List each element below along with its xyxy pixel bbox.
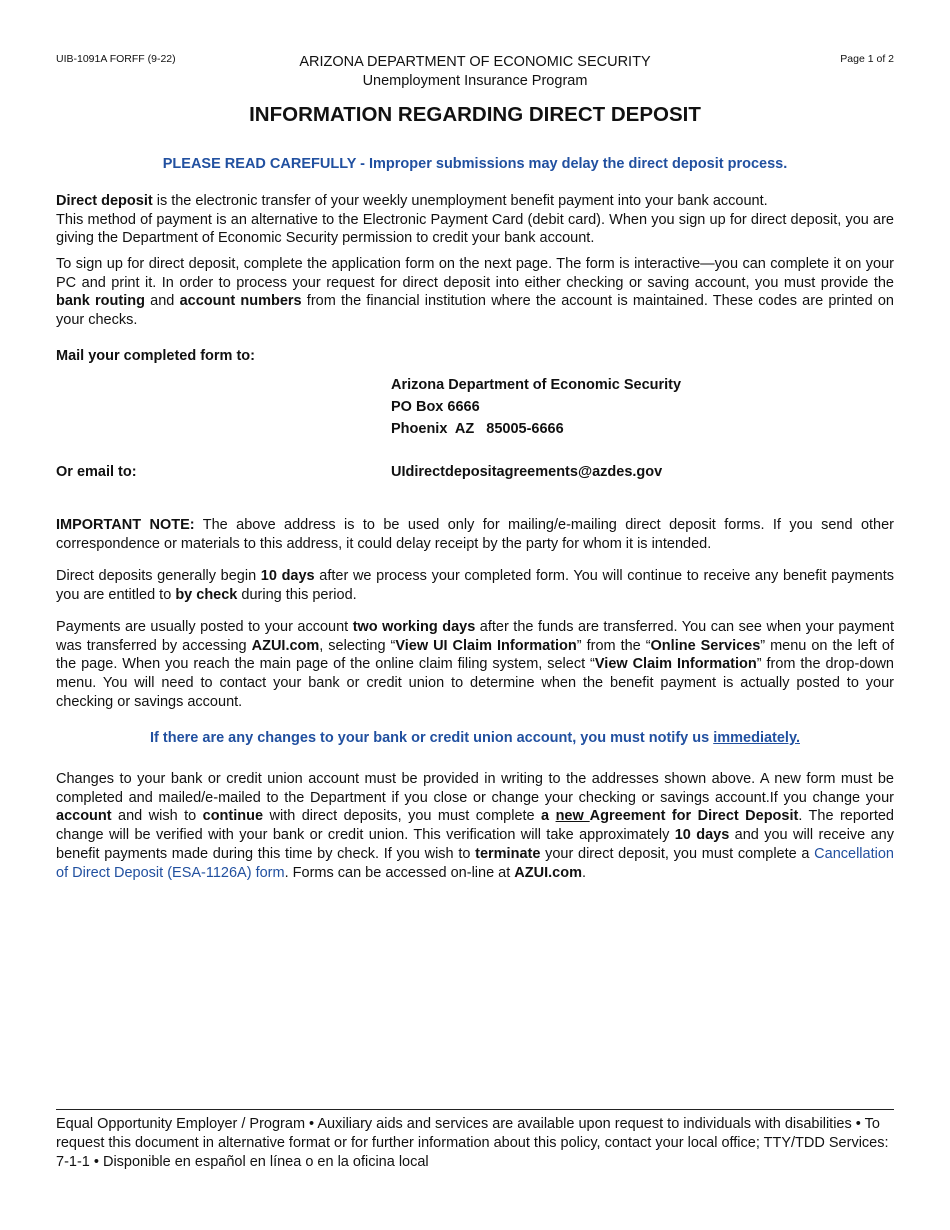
footer-divider <box>56 1109 894 1110</box>
paragraph-text: . Forms can be accessed on-line at <box>284 864 515 881</box>
paragraph-text: ” from the drop-down menu. You will need to contact your bank or credit union to determine when the benefit payment is actually posted to your checking or savings account. <box>56 656 894 710</box>
paragraph-text: from the financial institution where the account is maintained. These codes are printed on your checks. <box>56 293 894 329</box>
notify-alert <box>56 730 894 746</box>
bold-text: bank routing <box>56 293 145 310</box>
bold-underlined-text: new <box>555 808 590 825</box>
paragraph-text: This method of payment is an alternative to the Electronic Payment Card (debit card). When you sign up for direct deposit, you are giving the Department of Economic Security permission to credit your bank account. <box>56 211 894 247</box>
bold-text: View Claim Information <box>594 656 757 673</box>
address-line <box>391 418 681 440</box>
paragraph-important-note <box>56 516 894 553</box>
form-id: UIB-1091A FORFF (9-22) <box>56 53 176 65</box>
paragraph-direct-deposit-definition <box>56 192 894 248</box>
address-line: Arizona Department of Economic Security <box>391 377 682 393</box>
mail-label: Mail your completed form to: <box>56 348 255 364</box>
program-name: Unemployment Insurance Program <box>362 73 588 89</box>
bold-text: Direct deposit <box>56 193 153 209</box>
alert-text: If there are any changes to your bank or credit union account, you must notify us <box>150 730 714 746</box>
page-title: INFORMATION REGARDING DIRECT DEPOSIT <box>249 103 701 126</box>
paragraph-text: with direct deposits, you must complete <box>263 808 542 825</box>
agency-header <box>56 53 894 91</box>
document-page <box>56 0 894 1230</box>
bold-text: 10 days <box>260 568 315 584</box>
paragraph-text: ” from the “ <box>576 637 651 654</box>
bold-text: two working days <box>352 619 476 635</box>
paragraph-text: and <box>144 293 180 310</box>
paragraph-sign-up <box>56 255 894 330</box>
paragraph-text: your direct deposit, you must complete a <box>540 845 815 862</box>
paragraph-text: ” menu on the left of the page. When you reach the main page of the online claim filing system, select “ <box>56 637 895 673</box>
email-address[interactable]: UIdirectdepositagreements@azdes.gov <box>391 464 663 480</box>
bold-text: account numbers <box>179 293 302 310</box>
paragraph-text: Payments are usually posted to your account <box>56 619 353 635</box>
bold-text: 10 days <box>674 827 730 844</box>
paragraph-account-changes <box>56 770 894 882</box>
bold-text: AZUI.com <box>251 637 320 654</box>
paragraph-text: is the electronic transfer of your weekly unemployment benefit payment into your bank account. <box>152 193 768 209</box>
alert-emphasis: immediately. <box>713 730 800 746</box>
paragraph-text: after the funds are transferred. You can see when your payment was transferred by accessing <box>56 619 894 654</box>
bold-text: account <box>56 808 112 825</box>
bold-text: IMPORTANT NOTE: <box>56 517 195 533</box>
paragraph-text: . The reported change will be verified with your bank or credit union. This verification will take approximately <box>56 808 894 844</box>
agency-name: ARIZONA DEPARTMENT OF ECONOMIC SECURITY <box>299 54 651 70</box>
paragraph-text: To sign up for direct deposit, complete the application form on the next page. The form is interactive—you can complete it on your PC and print it. In order to process your request for direct deposit into either checking or saving account, you must provide the <box>56 256 894 291</box>
paragraph-posting <box>56 618 894 712</box>
paragraph-text: after we process your completed form. You will continue to receive any benefit payments you are entitled to <box>56 568 894 603</box>
read-carefully-notice: PLEASE READ CAREFULLY - Improper submissions may delay the direct deposit process. <box>162 156 788 172</box>
address-line: PO Box 6666 <box>391 399 480 415</box>
bold-text: by check <box>175 586 238 603</box>
mailing-address <box>391 374 681 440</box>
address-city-state: Phoenix AZ <box>391 421 475 437</box>
paragraph-text: and wish to <box>111 808 203 825</box>
paragraph-deposit-timing <box>56 567 894 604</box>
bold-text: AZUI.com <box>514 864 582 881</box>
bold-text: View UI Claim Information <box>395 637 577 654</box>
bold-text: continue <box>202 808 264 825</box>
bold-text: a <box>541 808 556 825</box>
cancellation-form-link[interactable]: Cancellation of Direct Deposit (ESA-1126A) form <box>56 845 894 881</box>
footer-text: Equal Opportunity Employer / Program • Auxiliary aids and services are available upon request to individuals with disabilities • To request this document in alternative format or for further information about this policy, contact your local office; TTY/TDD Services: 7-1-1 • Disponible en español en línea o en la oficina local <box>56 1116 889 1170</box>
bold-text: Agreement for Direct Deposit <box>589 808 799 825</box>
paragraph-text: during this period. <box>237 586 357 603</box>
bold-text: terminate <box>475 845 541 862</box>
email-label: Or email to: <box>56 464 137 480</box>
bold-text: Online Services <box>650 637 761 654</box>
paragraph-text: , selecting “ <box>319 637 396 654</box>
paragraph-text: The above address is to be used only for mailing/e-mailing direct deposit forms. If you send other correspondence or materials to this address, it could delay receipt by the party for whom it is intended. <box>56 517 895 552</box>
paragraph-text: Direct deposits generally begin <box>56 568 261 584</box>
page-number: Page 1 of 2 <box>840 53 894 65</box>
paragraph-text: Changes to your bank or credit union account must be provided in writing to the addresses shown above. A new form must be completed and mailed/e-mailed to the Department if you close or change your checking or savings account.If you change your <box>56 771 894 806</box>
address-zip: 85005-6666 <box>486 421 564 437</box>
paragraph-text: and you will receive any benefit payments made during this time by check. If you wish to <box>56 827 894 862</box>
paragraph-text: . <box>581 864 586 881</box>
